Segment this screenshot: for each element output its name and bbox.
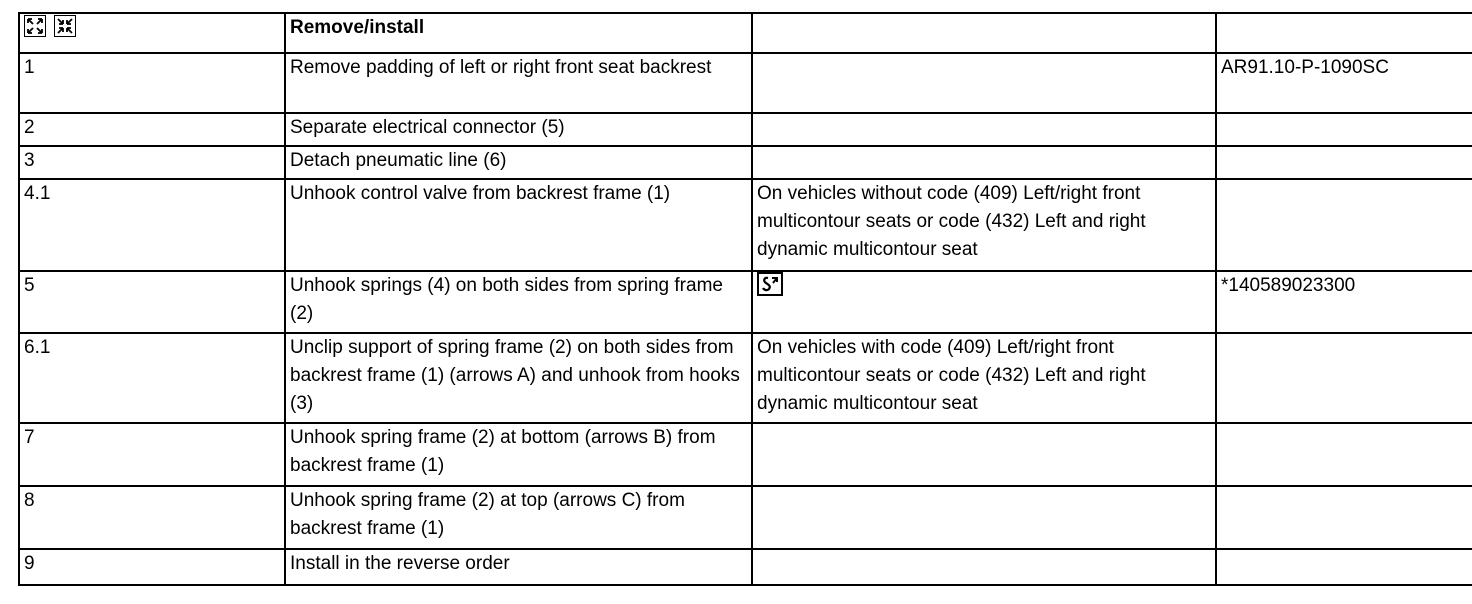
step-action: Unhook spring frame (2) at bottom (arrows B) from backrest frame (1) (285, 423, 752, 486)
step-note (752, 53, 1216, 113)
step-reference (1216, 113, 1472, 146)
table-row (19, 53, 1472, 113)
step-number: 5 (19, 271, 285, 333)
step-number: 4.1 (19, 179, 285, 271)
step-reference (1216, 179, 1472, 271)
step-reference[interactable]: *140589023300 (1216, 271, 1472, 333)
step-action: Unclip support of spring frame (2) on both sides from backrest frame (1) (arrows A) and unhook from hooks (3) (285, 333, 752, 423)
table-row (19, 486, 1472, 549)
step-reference (1216, 486, 1472, 549)
table-row (19, 271, 1472, 333)
step-note (752, 549, 1216, 585)
step-number: 9 (19, 549, 285, 585)
step-note (752, 113, 1216, 146)
table-row (19, 423, 1472, 486)
table-row (19, 146, 1472, 179)
step-number: 7 (19, 423, 285, 486)
step-note (752, 486, 1216, 549)
step-note (752, 146, 1216, 179)
header-col4 (1216, 13, 1472, 53)
step-action: Separate electrical connector (5) (285, 113, 752, 146)
step-reference[interactable]: AR91.10-P-1090SC (1216, 53, 1472, 113)
step-note-tool (752, 271, 1216, 333)
step-reference (1216, 146, 1472, 179)
step-number: 1 (19, 53, 285, 113)
header-icons-cell (19, 13, 285, 53)
step-action: Unhook control valve from backrest frame (1) (285, 179, 752, 271)
step-action: Remove padding of left or right front seat backrest (285, 53, 752, 113)
step-action: Unhook spring frame (2) at top (arrows C) from backrest frame (1) (285, 486, 752, 549)
table-row (19, 333, 1472, 423)
step-number: 8 (19, 486, 285, 549)
step-reference (1216, 423, 1472, 486)
step-note: On vehicles with code (409) Left/right front multicontour seats or code (432) Left and right dynamic multicontour seat (752, 333, 1216, 423)
step-action: Unhook springs (4) on both sides from spring frame (2) (285, 271, 752, 333)
step-reference (1216, 333, 1472, 423)
header-row (19, 13, 1472, 53)
expand-icon[interactable] (24, 15, 46, 37)
step-number: 2 (19, 113, 285, 146)
step-reference (1216, 549, 1472, 585)
procedure-table (18, 12, 1472, 586)
table-row (19, 549, 1472, 585)
step-action: Install in the reverse order (285, 549, 752, 585)
collapse-icon[interactable] (54, 15, 76, 37)
header-col3 (752, 13, 1216, 53)
table-row (19, 113, 1472, 146)
step-action: Detach pneumatic line (6) (285, 146, 752, 179)
step-note (752, 423, 1216, 486)
step-number: 6.1 (19, 333, 285, 423)
step-note: On vehicles without code (409) Left/right front multicontour seats or code (432) Left and right dynamic multicontour seat (752, 179, 1216, 271)
step-number: 3 (19, 146, 285, 179)
header-title: Remove/install (285, 13, 752, 53)
table-row (19, 179, 1472, 271)
special-tool-icon[interactable] (757, 272, 783, 296)
